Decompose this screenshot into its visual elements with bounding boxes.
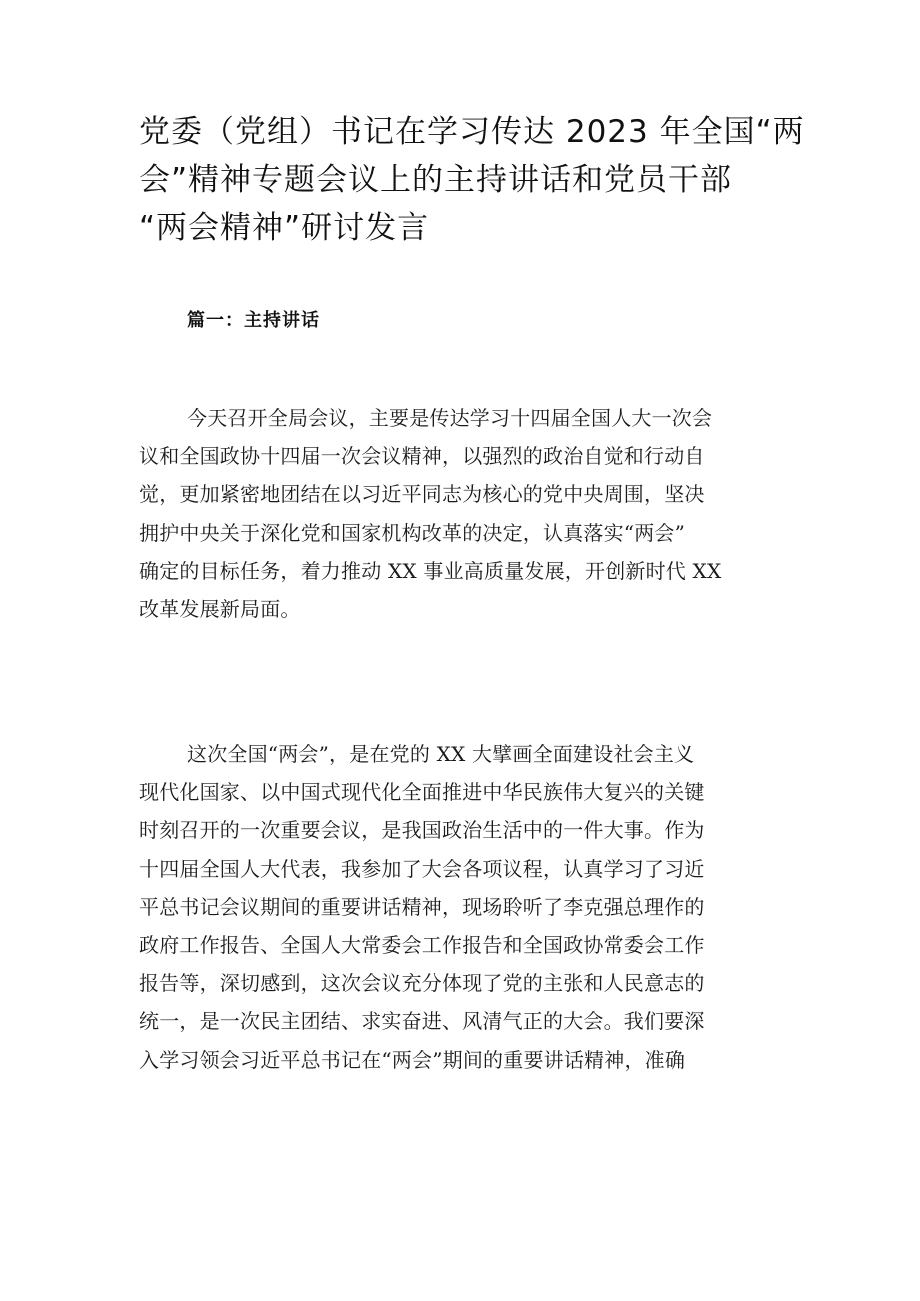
title-line: 党委（党组）书记在学习传达 2023 年全国“两 — [139, 114, 805, 150]
paragraph-1 — [139, 399, 787, 628]
document-title — [139, 108, 805, 252]
text-line: 入学习领会习近平总书记在“两会”期间的重要讲话精神，准确 — [139, 1047, 686, 1072]
paragraph-2 — [139, 735, 787, 1079]
text-line: 今天召开全局会议，主要是传达学习十四届全国人大一次会 — [187, 406, 713, 430]
text-line: 确定的目标任务，着力推动 XX 事业高质量发展，开创新时代 XX — [139, 558, 722, 583]
title-line: “两会精神”研讨发言 — [139, 210, 430, 246]
section-heading: 篇一：主持讲话 — [187, 310, 320, 331]
text-line: 统一，是一次民主团结、求实奋进、风清气正的大会。我们要深 — [139, 1009, 705, 1034]
text-line: 觉，更加紧密地团结在以习近平同志为核心的党中央周围，坚决 — [139, 482, 705, 507]
text-line: 报告等，深切感到，这次会议充分体现了党的主张和人民意志的 — [139, 971, 705, 996]
text-line: 政府工作报告、全国人大常委会工作报告和全国政协常委会工作 — [139, 933, 705, 958]
text-line: 平总书记会议期间的重要讲话精神，现场聆听了李克强总理作的 — [139, 894, 705, 919]
text-line: 现代化国家、以中国式现代化全面推进中华民族伟大复兴的关键 — [139, 780, 705, 805]
text-line: 十四届全国人大代表，我参加了大会各项议程，认真学习了习近 — [139, 856, 705, 881]
text-line: 拥护中央关于深化党和国家机构改革的决定，认真落实“两会” — [139, 520, 686, 545]
text-line: 议和全国政协十四届一次会议精神，以强烈的政治自觉和行动自 — [139, 444, 705, 469]
text-line: 这次全国“两会”，是在党的 XX 大擘画全面建设社会主义 — [187, 742, 695, 766]
text-line: 改革发展新局面。 — [139, 597, 301, 622]
text-line: 时刻召开的一次重要会议，是我国政治生活中的一件大事。作为 — [139, 818, 705, 843]
title-line: 会”精神专题会议上的主持讲话和党员干部 — [139, 162, 733, 198]
